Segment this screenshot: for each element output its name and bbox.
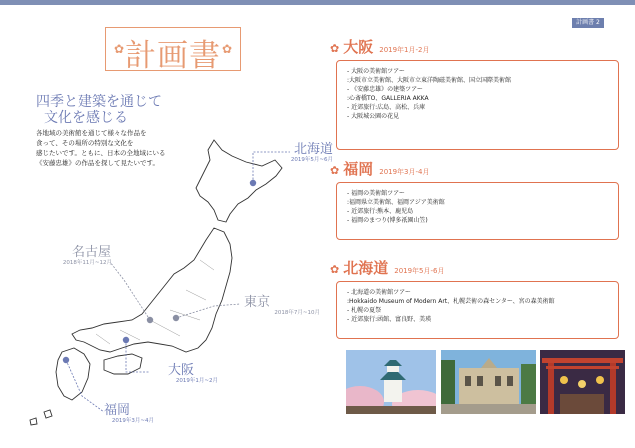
osaka-castle-photo <box>346 350 436 414</box>
section-date: 2019年5月-6月 <box>394 267 445 275</box>
intro-line: 感じたいです。ともに、日本の全地域にいる <box>36 149 166 157</box>
section-box-hokkaido <box>336 281 619 339</box>
section-name: 福岡 <box>343 160 374 178</box>
section-box-fukuoka <box>336 182 619 240</box>
section-heading-fukuoka <box>330 158 429 179</box>
city-date: 2018年7月~10月 <box>274 310 320 316</box>
section-date: 2019年3月-4月 <box>379 168 430 176</box>
section-date: 2019年1月-2月 <box>379 46 430 54</box>
shikoku-island <box>104 354 142 374</box>
city-name: 大阪 <box>168 363 195 378</box>
city-name: 東京 <box>244 295 271 310</box>
flower-icon: ✿ <box>330 263 340 276</box>
city-date: 2019年1月~2月 <box>175 378 218 384</box>
city-date: 2019年5月~6月 <box>290 157 333 163</box>
intro-line: 食って、その場所の特別な文化を <box>36 139 134 147</box>
list-item: - 福岡のまつり(博多祇園山笠) <box>347 217 428 224</box>
city-date: 2019年3月~4月 <box>111 418 154 424</box>
intro-line: 各地域の美術館を通じて様々な作品を <box>36 129 147 137</box>
section-name: 北海道 <box>343 259 389 277</box>
city-name: 福岡 <box>104 403 131 418</box>
festival-street-photo <box>540 350 625 414</box>
section-name: 大阪 <box>343 38 374 56</box>
section-heading-osaka <box>330 36 429 57</box>
city-name: 北海道 <box>293 142 333 157</box>
list-item: - 福岡の美術館ツアー <box>347 190 405 197</box>
list-item: - 《安藤忠雄》の建築ツアー <box>347 86 423 93</box>
section-heading-hokkaido <box>330 257 444 278</box>
list-item: - 近郊旅行:熊本、鹿児島 <box>347 208 414 215</box>
list-item: - 近郊旅行:広島、高松、兵庫 <box>347 104 426 111</box>
list-item: :心斎橋TO、GALLERIA AKKA <box>347 95 429 102</box>
city-label-nagoya <box>42 246 112 267</box>
city-label-fukuoka <box>104 404 154 425</box>
list-item: - 近郊旅行:函館、富良野、美瑛 <box>347 316 432 323</box>
city-label-hokkaido <box>291 143 333 164</box>
city-name: 名古屋 <box>72 245 112 260</box>
list-item: - 札幌の夏祭 <box>347 307 382 314</box>
list-item: :大阪市立美術館、大阪市立東洋陶磁美術館、国立国際美術館 <box>347 77 512 84</box>
list-item: - 大阪の美術館ツアー <box>347 68 405 75</box>
list-item: :福岡県立美術館、福岡アジア美術館 <box>347 199 445 206</box>
flower-icon: ✿ <box>330 164 340 177</box>
page-number: 計画書 2 <box>572 18 604 28</box>
section-box-osaka <box>336 60 619 150</box>
page-title: 計画書 <box>125 38 221 74</box>
list-item: :Hokkaido Museum of Modern Art、札幌芸術の森センター、宮の森美術館 <box>347 298 555 305</box>
list-item: - 北海道の美術館ツアー <box>347 289 411 296</box>
flower-icon: ✿ <box>114 42 125 56</box>
subtitle-line-1: 四季と建築を通じて <box>36 94 162 110</box>
museum-building-photo <box>441 350 536 414</box>
city-label-tokyo <box>240 296 320 317</box>
city-label-osaka <box>168 364 218 385</box>
flower-icon: ✿ <box>330 42 340 55</box>
list-item: - 大阪城公園の花見 <box>347 113 400 120</box>
intro-line: 《安藤忠雄》の作品を探して見たいです。 <box>36 159 159 167</box>
flower-icon: ✿ <box>221 42 232 56</box>
city-date: 2018年11月~12月 <box>62 260 112 266</box>
kyushu-island <box>56 348 90 400</box>
subtitle-line-2: 文化を感じる <box>44 110 128 126</box>
